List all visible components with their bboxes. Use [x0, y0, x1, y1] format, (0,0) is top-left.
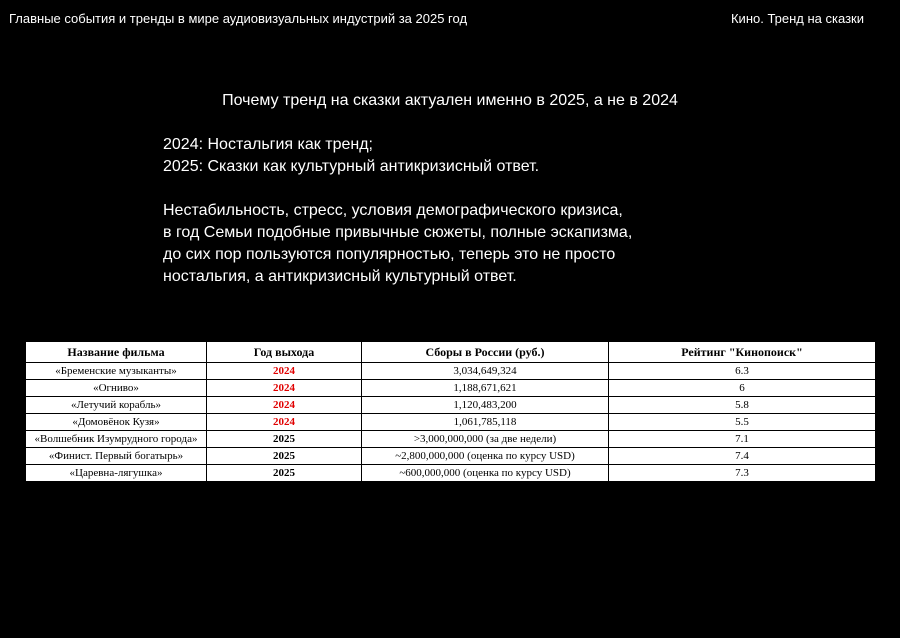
film-year-cell: 2024 [207, 363, 362, 380]
film-rating-cell: 7.4 [609, 448, 876, 465]
film-title-cell: «Бременские музыканты» [26, 363, 207, 380]
col-header-box-office: Сборы в России (руб.) [362, 342, 609, 363]
film-title-cell: «Финист. Первый богатырь» [26, 448, 207, 465]
years-line-2025: 2025: Сказки как культурный антикризисный ответ. [163, 158, 540, 175]
body-paragraph [163, 200, 632, 288]
film-box-office-cell: ~2,800,000,000 (оценка по курсу USD) [362, 448, 609, 465]
years-line-2024: 2024: Ностальгия как тренд; [163, 136, 373, 153]
film-box-office-cell: 3,034,649,324 [362, 363, 609, 380]
body-line: Нестабильность, стресс, условия демографического кризиса, [163, 202, 623, 219]
film-title-cell: «Волшебник Изумрудного города» [26, 431, 207, 448]
film-rating-cell: 5.5 [609, 414, 876, 431]
film-title-cell: «Летучий корабль» [26, 397, 207, 414]
film-box-office-cell: >3,000,000,000 (за две недели) [362, 431, 609, 448]
table-row [26, 380, 876, 397]
body-line: до сих пор пользуются популярностью, теперь это не просто [163, 246, 616, 263]
years-summary [163, 134, 539, 178]
film-year-cell: 2024 [207, 380, 362, 397]
film-rating-cell: 7.1 [609, 431, 876, 448]
body-line: ностальгия, а антикризисный культурный ответ. [163, 268, 517, 285]
film-year-cell: 2025 [207, 465, 362, 482]
film-title-cell: «Огниво» [26, 380, 207, 397]
films-table [25, 341, 876, 482]
film-box-office-cell: 1,061,785,118 [362, 414, 609, 431]
film-rating-cell: 5.8 [609, 397, 876, 414]
table-row [26, 465, 876, 482]
col-header-year: Год выхода [207, 342, 362, 363]
film-year-cell: 2024 [207, 414, 362, 431]
film-box-office-cell: 1,120,483,200 [362, 397, 609, 414]
film-title-cell: «Царевна-лягушка» [26, 465, 207, 482]
col-header-title: Название фильма [26, 342, 207, 363]
body-line: в год Семьи подобные привычные сюжеты, полные эскапизма, [163, 224, 633, 241]
film-rating-cell: 6.3 [609, 363, 876, 380]
film-title-cell: «Домовёнок Кузя» [26, 414, 207, 431]
table-row [26, 397, 876, 414]
table-row [26, 431, 876, 448]
film-box-office-cell: ~600,000,000 (оценка по курсу USD) [362, 465, 609, 482]
film-box-office-cell: 1,188,671,621 [362, 380, 609, 397]
table-row [26, 363, 876, 380]
film-year-cell: 2025 [207, 431, 362, 448]
film-rating-cell: 7.3 [609, 465, 876, 482]
col-header-rating: Рейтинг "Кинопоиск" [609, 342, 876, 363]
film-year-cell: 2024 [207, 397, 362, 414]
table-row [26, 448, 876, 465]
film-rating-cell: 6 [609, 380, 876, 397]
slide-title: Почему тренд на сказки актуален именно в 2025, а не в 2024 [222, 92, 678, 109]
table-row [26, 414, 876, 431]
film-year-cell: 2025 [207, 448, 362, 465]
header-left-title: Главные события и тренды в мире аудиовизуальных индустрий за 2025 год [9, 11, 468, 26]
table-header-row [26, 342, 876, 363]
header-right-section: Кино. Тренд на сказки [730, 11, 864, 26]
